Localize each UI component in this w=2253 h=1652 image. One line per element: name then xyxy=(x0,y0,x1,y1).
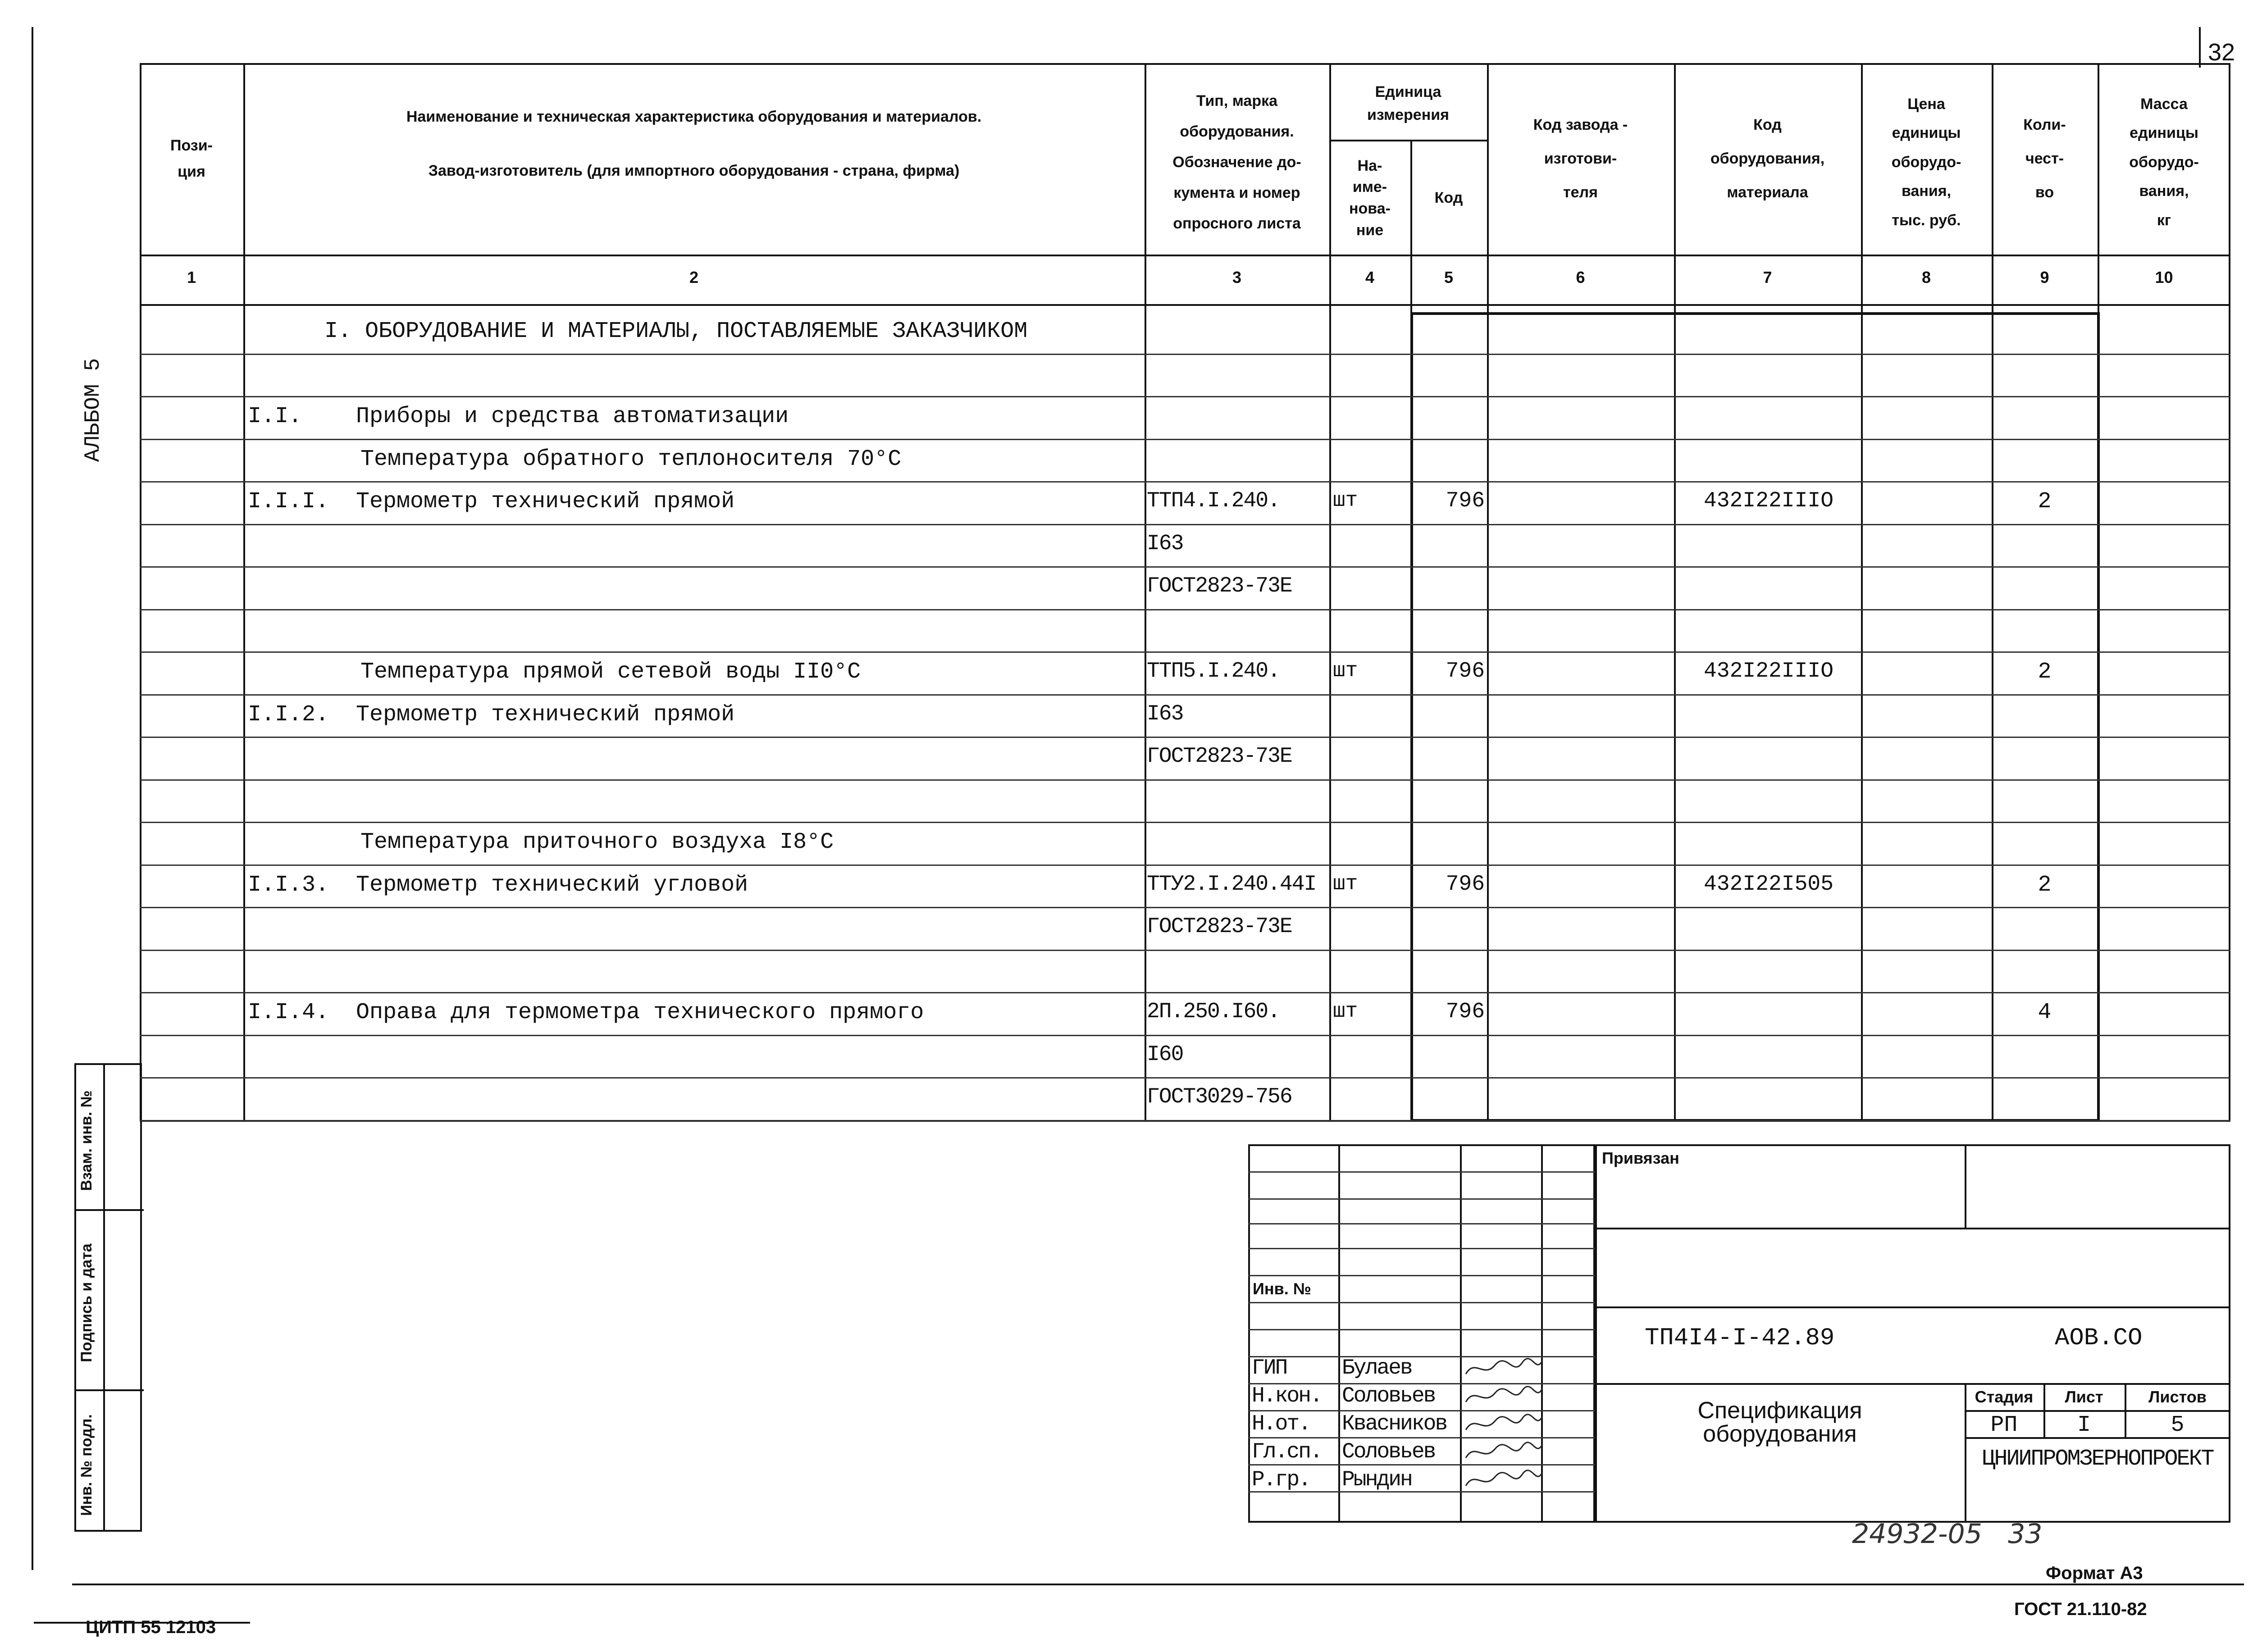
row-type: I60 xyxy=(1147,1042,1183,1067)
row-quantity: 2 xyxy=(2038,489,2052,514)
header-factory-code: Код завода - изготови- теля xyxy=(1533,116,1628,201)
header-mass: Масса единицы оборудо- вания, кг xyxy=(2129,95,2199,229)
handwritten-number: 24932-05 33 xyxy=(1852,1518,2043,1550)
header-type: Тип, марка оборудования. Обозначение до- кумента и номер опросного листа xyxy=(1172,92,1301,232)
header-unit-name: На- име- нова- ние xyxy=(1349,157,1391,239)
sig-grid-line xyxy=(1248,1410,1595,1411)
sig-grid-line xyxy=(1248,1329,1595,1330)
person-name: Рындин xyxy=(1342,1468,1412,1492)
table-row xyxy=(140,525,2230,568)
header-unit: Единица измерения xyxy=(1367,83,1449,123)
row-quantity: 4 xyxy=(2038,1000,2052,1025)
row-name: I. ОБОРУДОВАНИЕ И МАТЕРИАЛЫ, ПОСТАВЛЯЕМЫЕ ЗАКАЗЧИКОМ xyxy=(324,319,1028,344)
colnum-6: 6 xyxy=(1576,268,1585,287)
row-name: Оправа для термометра технического прямого xyxy=(356,1000,924,1025)
document-mark: АОВ.СО xyxy=(2055,1324,2143,1352)
person-role: Р.гр. xyxy=(1252,1468,1310,1492)
signature-scribble-icon xyxy=(1464,1412,1545,1437)
privyazan-label: Привязан xyxy=(1602,1149,1679,1167)
table-row xyxy=(140,993,2230,1036)
row-type: ГОСТ2823-73Е xyxy=(1147,574,1292,598)
colnum-bottom-line xyxy=(140,304,2230,306)
person-role: ГИП xyxy=(1252,1356,1287,1380)
row-unit: шт xyxy=(1333,489,1358,512)
sig-grid-line xyxy=(1248,1198,1595,1200)
signatures-grid xyxy=(1248,1144,1595,1523)
row-unit: шт xyxy=(1333,1000,1358,1023)
signature-scribble-icon xyxy=(1464,1440,1545,1465)
sig-col-1 xyxy=(1338,1144,1340,1523)
sig-grid-line xyxy=(1248,1275,1595,1276)
row-unit-code: 796 xyxy=(1446,1000,1485,1024)
table-row xyxy=(140,610,2230,653)
row-name: Термометр технический прямой xyxy=(356,489,735,514)
row-name: Температура обратного теплоносителя 70°С xyxy=(360,446,902,472)
row-name: Термометр технический угловой xyxy=(356,872,748,898)
table-row xyxy=(140,738,2230,781)
side-stamp-inv-podl: Инв. № подл. xyxy=(78,1414,95,1516)
row-position: I.I.3. xyxy=(248,872,329,898)
person-name: Соловьев xyxy=(1342,1440,1435,1464)
colnum-5: 5 xyxy=(1444,268,1454,287)
person-role: Н.кон. xyxy=(1252,1384,1322,1408)
document-code: ТП4I4-I-42.89 xyxy=(1645,1324,1835,1352)
table-row xyxy=(140,908,2230,951)
page-number: 32 xyxy=(2208,39,2235,66)
title-block xyxy=(1248,1144,2230,1523)
table-row xyxy=(140,781,2230,824)
side-stamp xyxy=(74,1063,142,1532)
table-row xyxy=(140,951,2230,994)
row-type: 2П.250.I60. xyxy=(1147,1000,1280,1024)
header-quantity: Коли- чест- во xyxy=(2023,116,2066,201)
title-line-2 xyxy=(1595,1306,2230,1308)
sig-grid-line xyxy=(1248,1437,1595,1438)
table-row xyxy=(140,1079,2230,1121)
table-row xyxy=(140,397,2230,440)
table-row xyxy=(140,568,2230,610)
table-row xyxy=(140,866,2230,909)
row-unit: шт xyxy=(1333,872,1358,896)
specification-table xyxy=(140,63,2230,1122)
album-label: АЛЬБОМ 5 xyxy=(81,358,105,462)
table-row xyxy=(140,696,2230,738)
colnum-3: 3 xyxy=(1232,268,1242,287)
colnum-1: 1 xyxy=(187,268,196,287)
row-divider xyxy=(140,1120,2230,1121)
row-type: ТТП5.I.240. xyxy=(1147,659,1280,683)
header-bottom-line xyxy=(140,255,2230,256)
row-position: I.I. xyxy=(248,404,302,429)
gost-label: ГОСТ 21.110-82 xyxy=(2014,1599,2147,1619)
side-stamp-vzam: Взам. инв. № xyxy=(78,1090,95,1191)
sig-grid-line xyxy=(1248,1171,1595,1173)
unit-header-line xyxy=(1329,140,1487,141)
row-name: Термометр технический прямой xyxy=(356,701,735,728)
row-name: Температура приточного воздуха I8°С xyxy=(360,829,834,855)
format-label: Формат А3 xyxy=(2046,1563,2143,1583)
row-position: I.I.2. xyxy=(248,701,329,728)
row-quantity: 2 xyxy=(2038,659,2052,685)
table-row xyxy=(140,482,2230,525)
row-unit-code: 796 xyxy=(1446,489,1485,513)
privyazan-divider xyxy=(1965,1144,1966,1228)
row-type: I63 xyxy=(1147,701,1183,726)
signature-scribble-icon xyxy=(1464,1384,1545,1409)
sig-col-2 xyxy=(1460,1144,1462,1523)
row-type: I63 xyxy=(1147,531,1183,556)
row-quantity: 2 xyxy=(2038,872,2052,898)
bottom-left-code: ЦИТП 55 12103 xyxy=(86,1617,216,1637)
row-type: ГОСТ2823-73Е xyxy=(1147,915,1292,939)
organization: ЦНИИПРОМЗЕРНОПРОЕКТ xyxy=(1982,1446,2213,1472)
row-position: I.I.I. xyxy=(248,489,329,514)
row-unit: шт xyxy=(1333,659,1358,683)
sheets-label: Листов xyxy=(2148,1388,2207,1406)
header-unit-code: Код xyxy=(1434,189,1463,207)
colnum-10: 10 xyxy=(2155,268,2173,287)
header-material-code: Код оборудования, материала xyxy=(1710,116,1825,201)
table-row xyxy=(140,823,2230,866)
sheets-value: 5 xyxy=(2171,1412,2185,1438)
document-title: Спецификация оборудования xyxy=(1697,1397,1862,1447)
table-row xyxy=(140,1036,2230,1079)
page-number-divider xyxy=(2199,27,2201,68)
row-unit-code: 796 xyxy=(1446,659,1485,683)
row-type: ГОСТ3029-756 xyxy=(1147,1085,1292,1109)
row-material-code: 432I22I505 xyxy=(1703,872,1834,897)
sig-grid-line xyxy=(1248,1302,1595,1303)
header-price: Цена единицы оборудо- вания, тыс. руб. xyxy=(1891,95,1961,229)
side-stamp-podpis: Подпись и дата xyxy=(78,1243,95,1362)
table-row xyxy=(140,440,2230,483)
person-name: Квасников xyxy=(1342,1412,1447,1436)
colnum-4: 4 xyxy=(1365,268,1375,287)
header-name-line1: Наименование и техническая характеристика оборудования и материалов. xyxy=(406,108,982,126)
person-role: Гл.сп. xyxy=(1252,1440,1322,1464)
sig-grid-line xyxy=(1248,1248,1595,1249)
table-row xyxy=(140,355,2230,398)
row-material-code: 432I22IIIO xyxy=(1703,659,1834,683)
stage-header-line xyxy=(1965,1410,2230,1412)
person-name: Булаев xyxy=(1342,1356,1412,1380)
row-name: Температура прямой сетевой воды II0°С xyxy=(360,659,861,685)
title-line-1 xyxy=(1595,1228,2230,1229)
person-name: Соловьев xyxy=(1342,1384,1435,1408)
header-position: Пози- ция xyxy=(170,137,213,180)
stage-label: Стадия xyxy=(1975,1388,2034,1406)
person-role: Н.от. xyxy=(1252,1412,1310,1436)
colnum-8: 8 xyxy=(1921,268,1931,287)
row-type: ТТП4.I.240. xyxy=(1147,489,1280,513)
sheet-value: I xyxy=(2077,1412,2091,1438)
row-position: I.I.4. xyxy=(248,1000,329,1025)
outer-bottom-border xyxy=(72,1584,2244,1585)
signature-scribble-icon xyxy=(1464,1468,1545,1493)
row-type: ГОСТ2823-73Е xyxy=(1147,744,1292,769)
signature-scribble-icon xyxy=(1464,1356,1545,1381)
sig-col-3 xyxy=(1541,1144,1543,1523)
sheet-label: Лист xyxy=(2065,1388,2103,1406)
row-material-code: 432I22IIIO xyxy=(1703,489,1834,513)
outer-left-border xyxy=(32,27,33,1570)
sig-grid-line xyxy=(1248,1223,1595,1224)
title-line-3 xyxy=(1595,1383,2230,1385)
row-name: Приборы и средства автоматизации xyxy=(356,404,789,429)
row-type: ТТУ2.I.240.44I xyxy=(1147,872,1316,897)
colnum-9: 9 xyxy=(2040,268,2049,287)
header-name-line2: Завод-изготовитель (для импортного оборудования - страна, фирма) xyxy=(428,162,960,180)
table-row xyxy=(140,312,2230,355)
colnum-2: 2 xyxy=(689,268,699,287)
table-row xyxy=(140,653,2230,696)
stage-value: РП xyxy=(1990,1412,2018,1438)
inv-no-label: Инв. № xyxy=(1253,1279,1311,1298)
colnum-7: 7 xyxy=(1763,268,1772,287)
row-unit-code: 796 xyxy=(1446,872,1485,897)
